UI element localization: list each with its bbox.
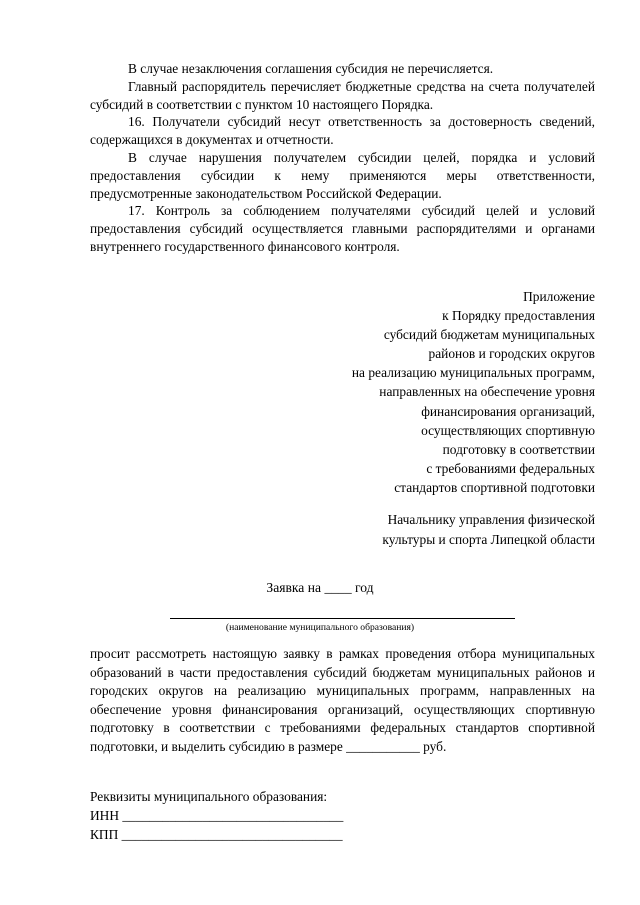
appendix-line: направленных на обеспечение уровня — [379, 384, 595, 400]
application-title: Заявка на ____ год — [266, 580, 374, 595]
appendix-header — [352, 287, 595, 497]
appendix-line: субсидий бюджетам муниципальных — [383, 327, 595, 343]
addressee-line: Начальнику управления физической — [387, 512, 595, 527]
appendix-line: подготовку в соответствии — [442, 441, 595, 457]
paragraph-17-control: 17. Контроль за соблюдением получателями субсидий целей и условий предоставления субсидий осуществляется главными распорядителями и органами внутреннего государственного финансового контроля. — [90, 203, 595, 254]
paragraph-16-responsibility: 16. Получатели субсидий несут ответственность за достоверность сведений, содержащихся в документах и отчетности. — [90, 114, 595, 148]
appendix-line: стандартов спортивной подготовки — [394, 479, 595, 495]
appendix-line: районов и городских округов — [428, 346, 595, 362]
paragraph-transfer-funds: Главный распорядитель перечисляет бюджетные средства на счета получателей субсидий в соответствии с пунктом 10 настоящего Порядка. — [90, 78, 595, 112]
appendix-line: с требованиями федеральных — [426, 460, 595, 476]
appendix-line: Приложение — [523, 289, 595, 304]
request-text: просит рассмотреть настоящую заявку в рамках проведения отбора муниципальных образований в части предоставления субсидий бюджетам муниципальных районов и городских округов на реализацию муниципальных программ, направленных на обеспечение уровня финансирования организаций, осуществляющих спортивную подготовку в соответствии с требованиями федеральных стандартов спортивной подготовки, и выделить субсидию в размере ___________ руб. — [90, 646, 595, 754]
appendix-line: финансирования организаций, — [421, 403, 595, 419]
addressee-line: культуры и спорта Липецкой области — [382, 531, 595, 547]
paragraph-violation-measures: В случае нарушения получателем субсидии целей, порядка и условий предоставления субсидии к нему применяются меры ответственности, предусмотренные законодательством Российской Федерации. — [90, 149, 595, 201]
addressee-block — [382, 510, 595, 549]
paragraph-no-agreement: В случае незаключения соглашения субсидия не перечисляется. — [128, 61, 494, 76]
requisites-title: Реквизиты муниципального образования: — [90, 789, 328, 804]
inn-line: ИНН _________________________________ — [90, 808, 344, 823]
appendix-line: осуществляющих спортивную — [421, 422, 595, 438]
appendix-line: на реализацию муниципальных программ, — [351, 365, 595, 381]
municipality-name-line — [170, 618, 515, 619]
municipality-name-caption: (наименование муниципального образования) — [225, 622, 415, 633]
requisites-block — [90, 787, 343, 844]
regulation-text — [90, 60, 595, 256]
appendix-line: к Порядку предоставления — [442, 308, 595, 324]
kpp-line: КПП _________________________________ — [90, 827, 343, 842]
